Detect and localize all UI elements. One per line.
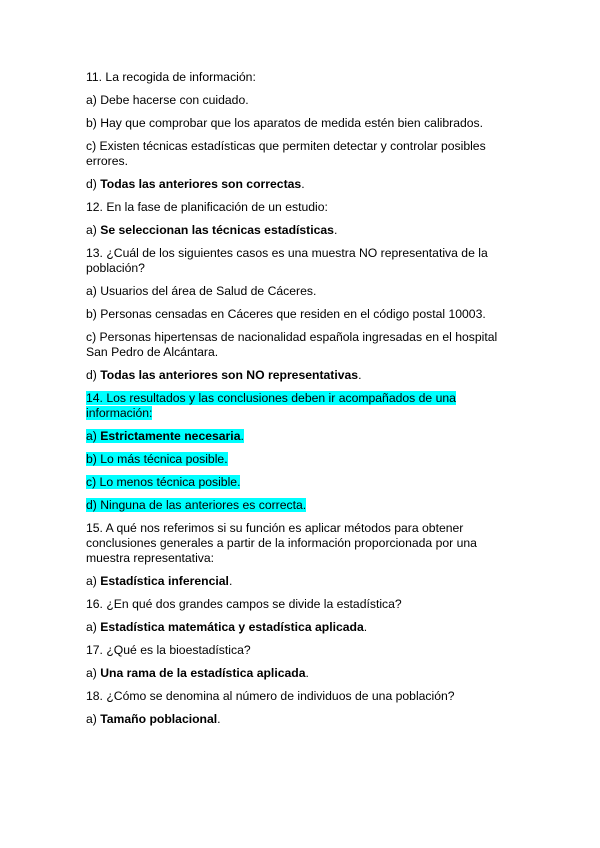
answer-prefix: a) — [86, 666, 101, 680]
answer-14 — [86, 429, 506, 444]
document-body — [86, 70, 506, 735]
answer-text: Estadística matemática y estadística aplicada — [100, 620, 364, 634]
answer-text: Todas las anteriores son NO representativas — [100, 368, 359, 382]
answer-prefix: a) — [86, 429, 101, 443]
answer-prefix: a) — [86, 620, 101, 634]
answer-18 — [86, 712, 506, 727]
option-14d — [86, 498, 506, 513]
option-14c — [86, 475, 506, 490]
option-11c: c) Existen técnicas estadísticas que permiten detectar y controlar posibles errores. — [86, 139, 486, 168]
answer-suffix: . — [305, 666, 309, 680]
answer-text: Estrictamente necesaria — [100, 429, 241, 443]
question-12: 12. En la fase de planificación de un estudio: — [86, 200, 328, 214]
answer-11 — [86, 177, 506, 192]
answer-suffix: . — [228, 574, 233, 588]
answer-prefix: a) — [86, 223, 101, 237]
answer-text: Una rama de la estadística aplicada — [100, 666, 306, 680]
question-17: 17. ¿Qué es la bioestadística? — [86, 643, 251, 657]
question-16: 16. ¿En qué dos grandes campos se divide la estadística? — [86, 597, 402, 611]
option-13c: c) Personas hipertensas de nacionalidad española ingresadas en el hospital San Pedro de Alcántara. — [86, 330, 498, 359]
highlighted-text: c) Lo menos técnica posible. — [86, 475, 241, 489]
option-11a: a) Debe hacerse con cuidado. — [86, 93, 249, 107]
answer-prefix: d) — [86, 368, 101, 382]
answer-text: Se seleccionan las técnicas estadísticas — [100, 223, 334, 237]
answer-16 — [86, 620, 506, 635]
question-13: 13. ¿Cuál de los siguientes casos es una muestra NO representativa de la población? — [86, 246, 488, 275]
question-18: 18. ¿Cómo se denomina al número de individuos de una población? — [86, 689, 455, 703]
answer-prefix: a) — [86, 712, 101, 726]
highlighted-answer — [86, 429, 244, 443]
answer-prefix: d) — [86, 177, 101, 191]
answer-suffix: . — [301, 177, 305, 191]
option-13a: a) Usuarios del área de Salud de Cáceres. — [86, 284, 317, 298]
answer-suffix: . — [217, 712, 221, 726]
answer-prefix: a) — [86, 574, 101, 588]
answer-suffix: . — [333, 223, 338, 237]
answer-suffix: . — [363, 620, 368, 634]
highlighted-text: b) Lo más técnica posible. — [86, 452, 228, 466]
answer-suffix: . — [358, 368, 362, 382]
question-15: 15. A qué nos referimos si su función es aplicar métodos para obtener conclusiones generales a partir de la información proporcionada por una muestra representativa: — [86, 521, 477, 565]
highlighted-text: d) Ninguna de las anteriores es correcta. — [86, 498, 307, 512]
answer-13 — [86, 368, 506, 383]
question-14 — [86, 391, 506, 421]
answer-text: Tamaño poblacional — [100, 712, 218, 726]
option-11b: b) Hay que comprobar que los aparatos de medida estén bien calibrados. — [86, 116, 484, 130]
option-14b — [86, 452, 506, 467]
answer-text: Todas las anteriores son correctas — [100, 177, 302, 191]
question-11: 11. La recogida de información: — [86, 70, 256, 84]
highlighted-text: 14. Los resultados y las conclusiones deben ir acompañados de una información: — [86, 391, 456, 420]
answer-text: Estadística inferencial — [100, 574, 229, 588]
answer-12 — [86, 223, 506, 238]
answer-15 — [86, 574, 506, 589]
answer-17 — [86, 666, 506, 681]
option-13b: b) Personas censadas en Cáceres que residen en el código postal 10003. — [86, 307, 486, 321]
answer-suffix: . — [240, 429, 244, 443]
